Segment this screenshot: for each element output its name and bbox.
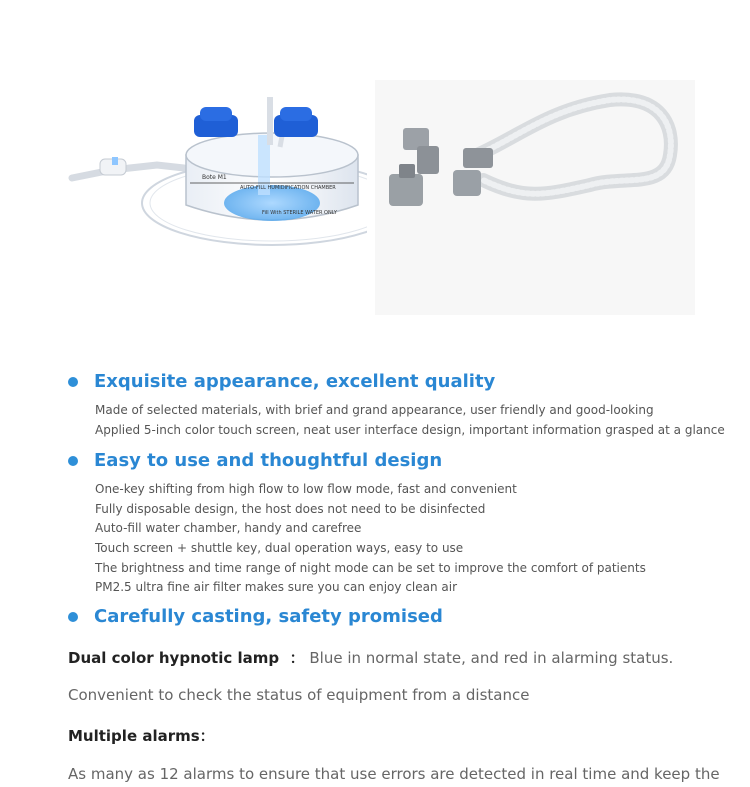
lamp-text: Blue in normal state, and red in alarming status. bbox=[309, 649, 674, 667]
feature-line: PM2.5 ultra fine air filter makes sure you can enjoy clean air bbox=[95, 580, 458, 594]
section-heading: Exquisite appearance, excellent quality bbox=[94, 371, 496, 392]
alarms-paragraph: As many as 12 alarms to ensure that use errors are detected in real time and keep the bbox=[68, 765, 720, 783]
feature-section-quality bbox=[68, 371, 495, 392]
feature-section-design bbox=[68, 450, 442, 471]
lamp-label: Dual color hypnotic lamp bbox=[68, 649, 280, 667]
lamp-paragraph bbox=[68, 647, 673, 668]
lamp-separator: ： bbox=[279, 649, 305, 667]
bullet-dot-icon bbox=[68, 377, 78, 387]
feature-line: One-key shifting from high flow to low flow mode, fast and convenient bbox=[95, 482, 517, 496]
bullet-dot-icon bbox=[68, 612, 78, 622]
alarms-label bbox=[68, 725, 215, 746]
feature-section-safety bbox=[68, 606, 443, 627]
convenient-paragraph: Convenient to check the status of equipment from a distance bbox=[68, 686, 530, 704]
chamber-label-brand: Bote M1 bbox=[202, 174, 227, 181]
section-heading: Easy to use and thoughtful design bbox=[94, 450, 443, 471]
feature-line: Auto-fill water chamber, handy and carefree bbox=[95, 521, 362, 535]
feature-line: Made of selected materials, with brief and grand appearance, user friendly and good-looking bbox=[95, 403, 654, 417]
humidification-chamber-image bbox=[62, 85, 367, 255]
chamber-label-title: AUTO-FILL HUMIDIFICATION CHAMBER bbox=[240, 185, 336, 191]
chamber-label-note: Fill With STERILE WATER ONLY bbox=[262, 210, 337, 216]
alarms-label-text: Multiple alarms： bbox=[68, 727, 215, 745]
breathing-tube-image bbox=[375, 80, 695, 315]
feature-line: Fully disposable design, the host does not need to be disinfected bbox=[95, 502, 486, 516]
feature-line: The brightness and time range of night mode can be set to improve the comfort of patients bbox=[95, 561, 646, 575]
bullet-dot-icon bbox=[68, 456, 78, 466]
section-heading: Carefully casting, safety promised bbox=[94, 606, 443, 627]
feature-line: Touch screen + shuttle key, dual operation ways, easy to use bbox=[95, 541, 464, 555]
feature-line: Applied 5-inch color touch screen, neat user interface design, important information grasped at a glance bbox=[95, 423, 725, 437]
